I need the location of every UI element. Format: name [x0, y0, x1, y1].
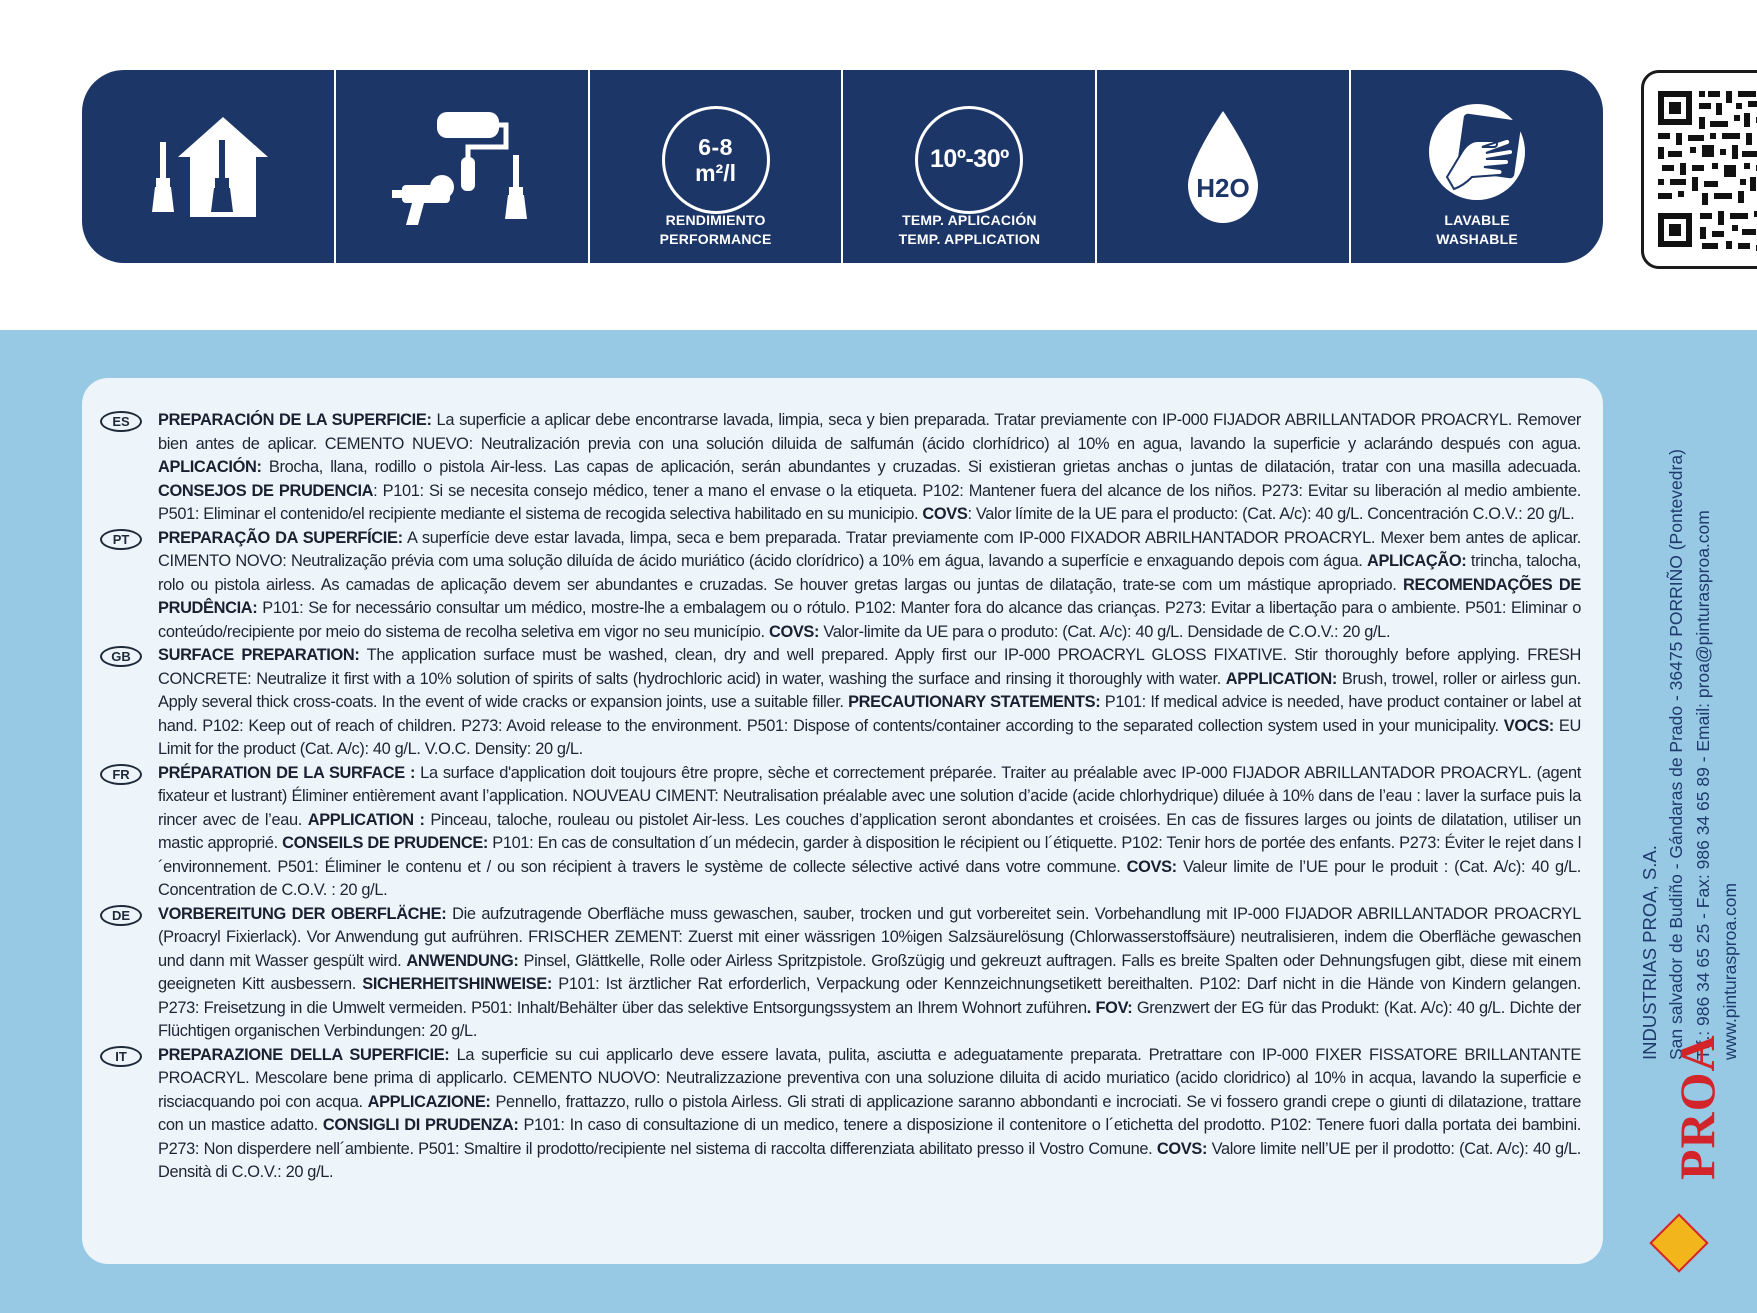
water-based-cell — [1095, 70, 1349, 263]
section-text: Die aufzutragende Oberfläche muss gewaschen, sauber, trocken und gut vorbereitet sein. Vorbehandlung mit IP-000 FIJADOR ABRILLANTADOR PROACRYL (Proacryl Fixierlack). Vor Anwendung gut aufrühren. FRISCHER ZEMENT: Zuerst mit einer wässrigen 10%igen Salzsäurelösung (Chlorwasserstoffsäure) neutralisieren, indem die Oberfläche gewaschen und dann mit Wasser gespült wird. — [158, 904, 1581, 970]
section-text: : P101: Si se necesita consejo médico, tener a mano el envase o la etiqueta. P102: Mantener fuera del alcance de los niños. P273: Evitar su liberación al medio ambiente. P501: Eliminar el contenido/el recipiente mediante el sistema de recogida selectiva habilitado en su municipio. — [158, 481, 1582, 523]
washable-cell — [1349, 70, 1603, 263]
temperature-caption — [843, 211, 1095, 249]
section-text: P101: Ist ärztlicher Rat erforderlich, Verpackung oder Kennzeichnungsetikett bereithalten. P102: Darf nicht in die Hände von Kindern gelangen. P273: Freisetzung in die Umwelt vermeiden. P501: Inhalt/Behälter über das selektive Entsorgungssystem an Ihrem Wohnort zuführen — [158, 975, 1581, 1017]
section-text: Pinceau, taloche, rouleau ou pistolet Air-less. Les couches d’application seront abondantes et croisées. En cas de fissures larges ou joints de dilatation, utiliser un mastic approprié. — [158, 810, 1581, 852]
section-text: La superficie a aplicar debe encontrarse lavada, limpia, seca y bien preparada. Tratar previamente con IP-000 FIJADOR ABRILLANTADOR PROACRYL. Remover bien antes de aplicar. CEMENTO NUEVO: Neutralización previa con una solución diluida de salfumán (ácido clorhídrico) al 10% en agua, lavando la superficie y aclarándo después con agua. — [158, 411, 1581, 453]
qr-code-icon — [1644, 73, 1757, 266]
section-heading: ANWENDUNG: — [406, 951, 519, 970]
section-heading: . FOV: — [1086, 998, 1133, 1017]
proa-logo-text: PROA — [1669, 1034, 1725, 1180]
washable-caption — [1351, 211, 1603, 249]
qr-code — [1641, 70, 1757, 269]
temperature-range: 10º-30º — [930, 145, 1009, 173]
section-text: A superfície deve estar lavada, limpa, seca e bem preparada. Tratar previamente com IP-000 FIXADOR ABRILHANTADOR PROACRYL. Mexer bem antes de aplicar. CIMENTO NOVO: Neutralização prévia com uma solução diluída de ácido muriático (ácido clorídrico) a 10% em água, lavando a superfície e enxaguando depois com água. — [158, 528, 1581, 570]
coverage-unit: m²/l — [695, 159, 736, 186]
section-heading: PRÉPARATION DE LA SURFACE : — [158, 763, 416, 782]
interior-exterior-cell — [82, 70, 334, 263]
performance-cell — [588, 70, 842, 263]
instructions-text — [158, 903, 1581, 1044]
section-heading: SURFACE PREPARATION: — [158, 646, 360, 664]
section-text: P101: If medical advice is needed, have product container or label at hand. P102: Keep out of reach of children. P273: Avoid release to the environment. P501: Dispose of contents/container according to the separated collection system used in your municipality. — [158, 693, 1581, 735]
section-heading: APPLICATION : — [307, 810, 425, 829]
instructions-text — [158, 527, 1581, 645]
section-heading: APLICACIÓN: — [158, 458, 262, 476]
section-heading: COVS: — [1156, 1139, 1208, 1158]
section-text: Grenzwert der EG für das Produkt: (Kat. A/c): 40 g/L. Dichte der Flüchtigen organischen Verbindungen: 20 g/L. — [158, 998, 1581, 1040]
entry-gb — [98, 644, 1581, 762]
section-text: Valeur limite de l’UE pour le produit : (Cat. A/c): 40 g/L. Concentration de C.O.V. : 20 g/L. — [158, 857, 1581, 899]
section-text: La surface d'application doit toujours être propre, sèche et correctement préparée. Traiter au préalable avec IP-000 FIJADOR ABRILLANTADOR PROACRYL. (agent fixateur et lustrant) Éliminer entièrement avant l’application. NOUVEAU CIMENT: Neutralisation préalable avec une solution d’acide (acide chlorhydrique) diluée à 10% dans de l’eau : laver la surface puis la rincer avec de l’eau. — [158, 763, 1581, 829]
section-heading: PREPARAZIONE DELLA SUPERFICIE: — [158, 1045, 450, 1064]
company-website: www.pinturasproa.com — [1720, 882, 1740, 1060]
performance-caption — [590, 211, 842, 249]
section-text: Brocha, llana, rodillo o pistola Air-less. Las capas de aplicación, serán abundantes y cruzadas. Si existieran grietas anchas o juntas de dilatación, tratar con una masilla adecuada. — [261, 458, 1581, 476]
entry-it — [98, 1044, 1581, 1185]
section-heading: VOCS: — [1503, 716, 1554, 735]
entry-de — [98, 903, 1581, 1044]
section-text: La superficie su cui applicarlo deve essere lavata, pulita, asciutta e adeguatamente preparata. Pretrattare con IP-000 FIXER FISSATORE BRILLANTANTE PROACRYL. Mescolare bene prima di applicarlo. CEMENTO NUOVO: Neutralizzazione preventiva con una soluzione diluita di acido muriatico (acido cloridrico) al 10% in acqua, lavando la superficie e risciacquando poi con acqua. — [158, 1045, 1581, 1111]
lang-badge-es: ES — [100, 411, 142, 432]
section-heading: VORBEREITUNG DER OBERFLÄCHE: — [158, 904, 447, 923]
caption-en: TEMP. APPLICATION — [898, 231, 1041, 247]
company-name: INDUSTRIAS PROA, S.A. — [1639, 845, 1660, 1060]
company-contact: Tlf.: 986 34 65 25 - Fax: 986 34 65 89 - Email: proa@pinturasproa.com — [1693, 510, 1713, 1060]
section-text: EU Limit for the product (Cat. A/c): 40 g/L. V.O.C. Density: 20 g/L. — [158, 716, 1581, 758]
section-text: P101: In caso di consultazione di un medico, tenere a disposizione il contenitore o l´etichetta del prodotto. P102: Tenere fuori dalla portata dei bambini. P273: Non disperdere nell´ambiente. P501: Smaltire il prodotto/recipiente nel sistema di raccolta differenziata abilitato presso il Vostro Comune. — [158, 1116, 1581, 1158]
section-heading: PREPARACIÓN DE LA SUPERFICIE: — [158, 411, 432, 429]
water-drop-icon — [1178, 107, 1268, 227]
section-text: Valor-limite da UE para o produto: (Cat. A/c): 40 g/L. Densidade de C.O.V.: 20 g/L. — [819, 622, 1391, 641]
roller-spraygun-brush-icon — [382, 107, 542, 227]
house-brushes-icon — [138, 112, 278, 222]
application-tools-cell — [334, 70, 588, 263]
lang-badge-de: DE — [100, 905, 142, 926]
section-text: trincha, talocha, rolo ou pistola airless. As camadas de aplicação devem ser abundantes e cruzadas. Se houver gretas largas ou juntas de dilatação, trate-se com um mástique apropriado. — [158, 552, 1581, 594]
section-text: : Valor límite de la UE para el producto: (Cat. A/c): 40 g/L. Concentración C.O.V.: 20 g/L. — [967, 505, 1575, 523]
entry-es — [98, 409, 1581, 527]
section-heading: CONSEILS DE PRUDENCE: — [282, 834, 489, 852]
section-text: Brush, trowel, roller or airless gun. Apply several thick cross-coats. In the event of wide cracks or expansion joints, use a suitable filler. — [158, 669, 1581, 711]
section-text: The application surface must be washed, clean, dry and well prepared. Apply first our IP-000 PROACRYL GLOSS FIXATIVE. Stir thoroughly before applying. FRESH CONCRETE: Neutralize it first with a 10% solution of spirits of salts (hydrochloric acid) in water, washing the surface and rinsing it thoroughly with water. — [158, 646, 1581, 688]
section-heading: APLICAÇÃO: — [1366, 552, 1467, 570]
h2o-label: H2O — [1196, 172, 1250, 203]
entry-pt — [98, 527, 1581, 645]
section-text: P101: Se for necessário consultar um médico, mostre-lhe a embalagem ou o rótulo. P102: Manter fora do alcance das crianças. P273: Evitar a libertação para o ambiente. P501: Eliminar o conteúdo/recipiente por meio do sistema de recolha seletiva em vigor no seu município. — [158, 599, 1581, 641]
lang-badge-gb: GB — [100, 646, 142, 667]
section-heading: SICHERHEITSHINWEISE: — [362, 975, 552, 993]
instructions-text — [158, 762, 1581, 903]
instructions-text — [158, 644, 1581, 762]
section-heading: COVS: — [768, 622, 820, 641]
section-text: Pinsel, Glättkelle, Rolle oder Airless Spritzpistole. Großzügig und gekreuzt auftragen. Falls es breite Spalten oder Dehnungsfugen gibt, diese mit einem geeigneten Kitt ausbessern. — [158, 951, 1581, 993]
coverage-badge-icon — [662, 106, 770, 214]
lang-badge-fr: FR — [100, 764, 142, 785]
section-heading: APPLICAZIONE: — [367, 1092, 491, 1111]
caption-en: PERFORMANCE — [659, 231, 772, 247]
instructions-text — [158, 409, 1581, 527]
section-heading: CONSIGLI DI PRUDENZA: — [322, 1116, 519, 1134]
feature-icon-bar — [82, 70, 1603, 263]
company-address: San salvador de Budiño - Gándaras de Prado - 36475 PORRIÑO (Pontevedra) — [1666, 449, 1686, 1060]
caption-es: LAVABLE — [1444, 212, 1510, 228]
lang-badge-it: IT — [100, 1046, 142, 1067]
section-heading: COVS — [922, 505, 968, 523]
temperature-badge-icon — [915, 106, 1023, 214]
entry-fr — [98, 762, 1581, 903]
caption-en: WASHABLE — [1436, 231, 1518, 247]
multilingual-instructions — [98, 409, 1581, 1185]
washable-hand-icon — [1422, 97, 1532, 207]
section-text: P101: En cas de consultation d´un médecin, garder à disposition le récipient ou l´étiquette. P102: Tenir hors de portée des enfants. P273: Éviter le rejet dans l´environnement. P501: Éliminer le contenu et / ou son récipient à travers le système de collecte sélective activé dans votre commune. — [158, 834, 1581, 876]
section-heading: CONSEJOS DE PRUDENCIA — [158, 481, 374, 500]
lang-badge-pt: PT — [100, 529, 142, 550]
caption-es: RENDIMIENTO — [665, 212, 766, 228]
company-info — [1636, 420, 1756, 1060]
temperature-cell — [841, 70, 1095, 263]
section-heading: COVS: — [1126, 857, 1177, 876]
section-heading: APPLICATION: — [1225, 669, 1337, 688]
section-text: Pennello, frattazzo, rullo o pistola Airless. Gli strati di applicazione saranno abbondanti e incrociati. Se vi fossero grandi crepe o giunti di dilatazione, trattare con un mastice adatto. — [158, 1092, 1581, 1134]
section-heading: PREPARAÇÃO DA SUPERFÍCIE: — [158, 528, 403, 547]
section-heading: RECOMENDAÇÕES DE PRUDÊNCIA: — [158, 575, 1581, 617]
coverage-value: 6-8 — [698, 133, 733, 160]
instructions-text — [158, 1044, 1581, 1185]
section-heading: PRECAUTIONARY STATEMENTS: — [848, 693, 1101, 711]
caption-es: TEMP. APLICACIÓN — [902, 212, 1037, 228]
section-text: Valore limite nell’UE per il prodotto: (Cat. A/c): 40 g/L. Densità di C.O.V.: 20 g/L. — [158, 1139, 1581, 1181]
